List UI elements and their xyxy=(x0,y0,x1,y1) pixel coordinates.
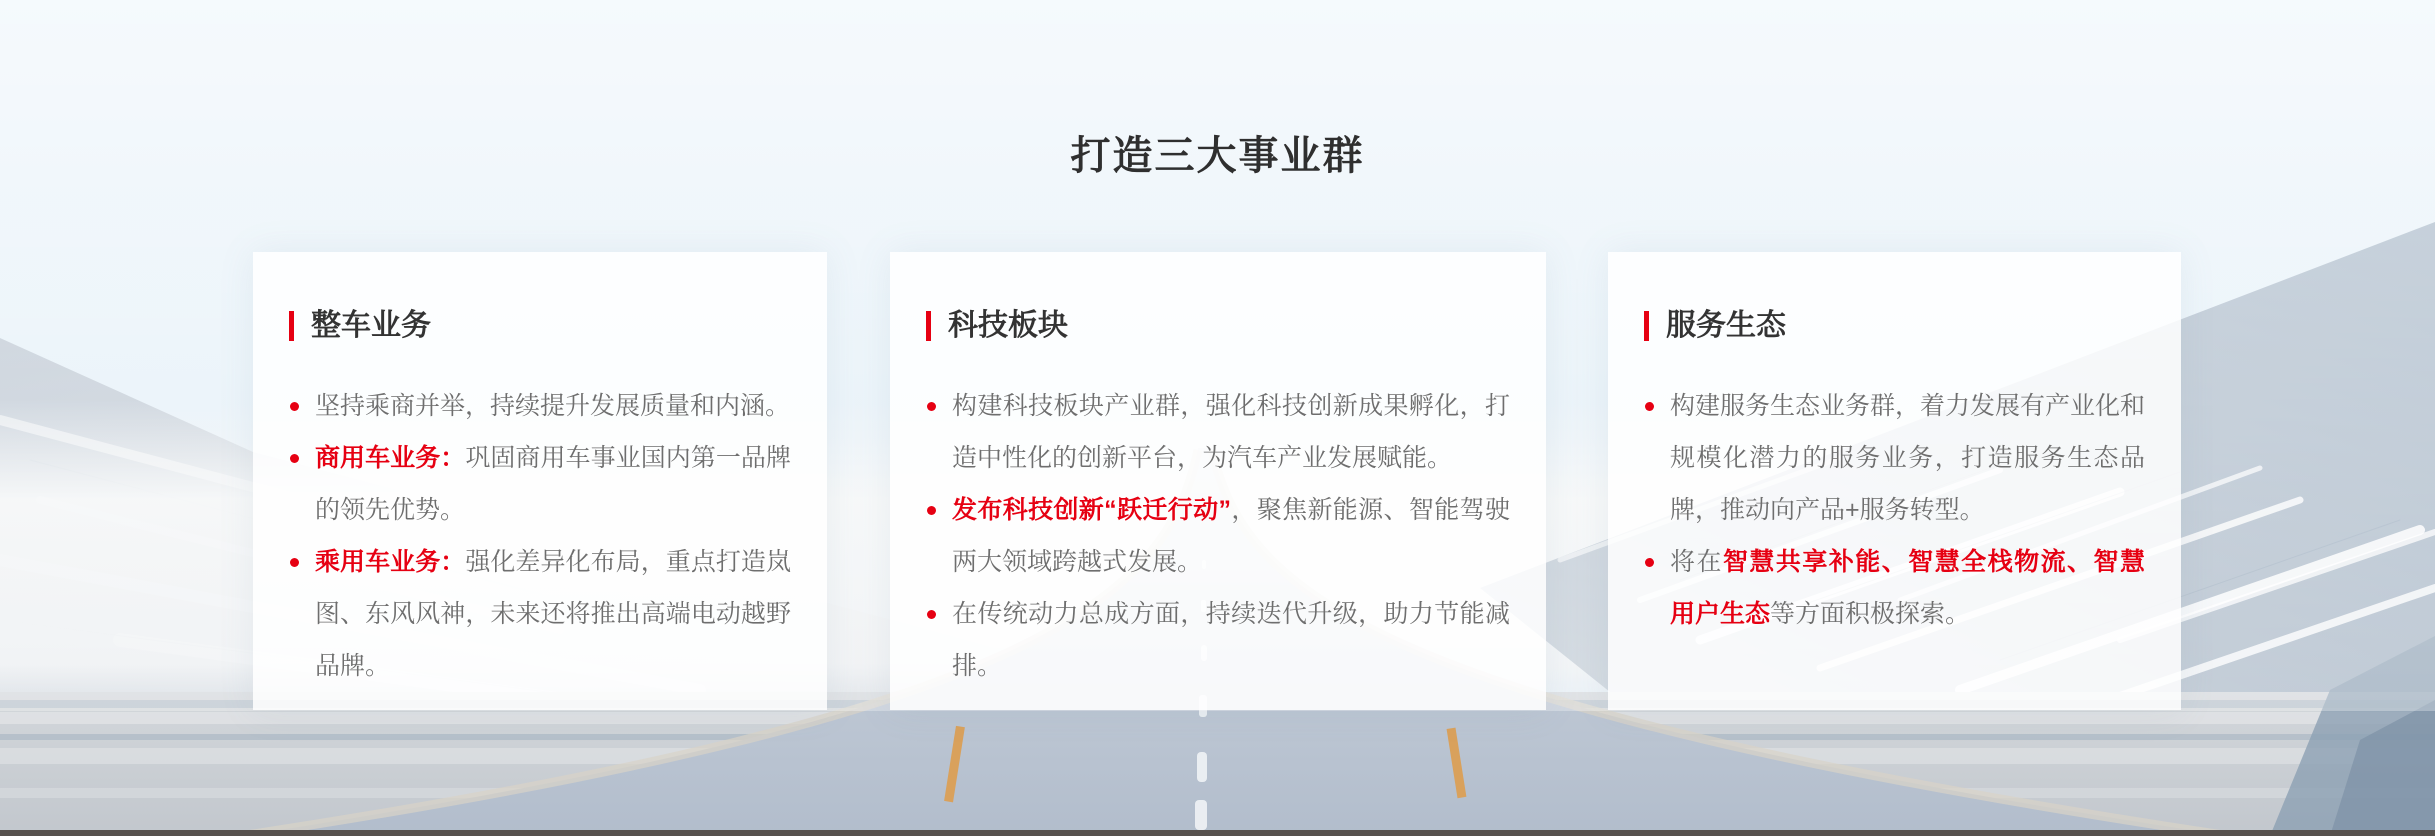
list-item xyxy=(289,432,791,536)
card-header xyxy=(289,310,791,342)
bullet-text-segment: 发布科技创新“跃迁行动” xyxy=(952,496,1231,524)
card-title: 科技板块 xyxy=(948,309,1068,342)
bullet-dot-icon xyxy=(290,454,299,463)
page-title: 打造三大事业群 xyxy=(1070,134,1365,178)
bullet-text-segment: 将在 xyxy=(1670,548,1723,576)
bullet-text-segment: 坚持乘商并举，持续提升发展质量和内涵。 xyxy=(315,392,791,420)
list-item xyxy=(289,536,791,692)
business-card xyxy=(1608,252,2181,710)
list-item xyxy=(1644,380,2145,536)
bullet-dot-icon xyxy=(927,402,936,411)
bullet-text-segment: 在传统动力总成方面，持续迭代升级，助力节能减排。 xyxy=(952,600,1510,680)
list-item xyxy=(926,380,1510,484)
title-marker-bar xyxy=(289,311,294,341)
list-item xyxy=(926,588,1510,692)
title-marker-bar xyxy=(1644,311,1649,341)
bullet-text-segment: 商用车业务： xyxy=(315,444,466,472)
bullet-text-segment: 构建服务生态业务群，着力发展有产业化和规模化潜力的服务业务，打造服务生态品牌，推动向产品+服务转型。 xyxy=(1670,392,2146,524)
card-title: 整车业务 xyxy=(311,309,431,342)
bullet-list xyxy=(289,380,791,692)
business-card xyxy=(253,252,827,710)
card-title: 服务生态 xyxy=(1666,309,1786,342)
bullet-dot-icon xyxy=(927,506,936,515)
bullet-text-segment: 智慧共享补能、智慧全栈物流、智慧用户生态 xyxy=(1670,548,2145,628)
bullet-text-segment: ，聚焦新能源、智能驾驶两大领域跨越式发展。 xyxy=(952,496,1510,576)
title-marker-bar xyxy=(926,311,931,341)
bullet-text-segment: 巩固商用车事业国内第一品牌的领先优势。 xyxy=(315,444,791,524)
card-header xyxy=(1644,310,2145,342)
list-item xyxy=(289,380,791,432)
business-card xyxy=(890,252,1546,710)
bullet-list xyxy=(1644,380,2145,640)
bullet-dot-icon xyxy=(290,558,299,567)
bullet-list xyxy=(926,380,1510,692)
bullet-text-segment: 强化差异化布局，重点打造岚图、东风风神，未来还将推出高端电动越野品牌。 xyxy=(315,548,791,680)
bullet-dot-icon xyxy=(290,402,299,411)
bullet-dot-icon xyxy=(927,610,936,619)
list-item xyxy=(926,484,1510,588)
bullet-text-segment: 等方面积极探索。 xyxy=(1770,600,1971,628)
bullet-text-segment: 构建科技板块产业群，强化科技创新成果孵化，打造中性化的创新平台，为汽车产业发展赋能。 xyxy=(952,392,1510,472)
bullet-dot-icon xyxy=(1645,558,1654,567)
card-header xyxy=(926,310,1510,342)
bullet-dot-icon xyxy=(1645,402,1654,411)
bullet-text-segment: 乘用车业务： xyxy=(315,548,466,576)
list-item xyxy=(1644,536,2145,640)
